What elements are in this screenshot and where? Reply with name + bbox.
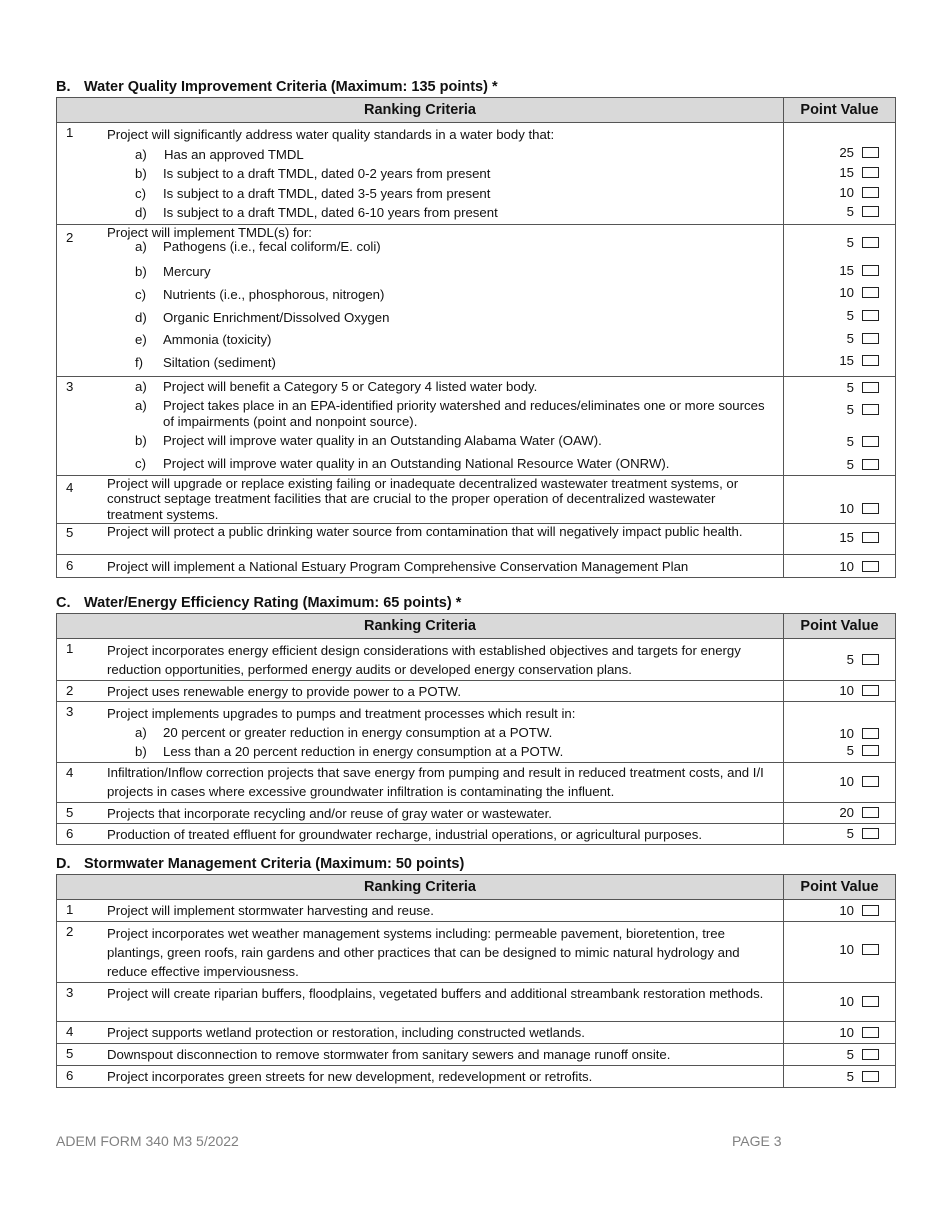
checkbox[interactable] [862,728,879,739]
footer-form-id: ADEM FORM 340 M3 5/2022 [56,1133,239,1149]
header-point-value: Point Value [784,614,896,639]
header-ranking-criteria: Ranking Criteria [57,98,784,123]
checkbox[interactable] [862,503,879,514]
section-c-table [56,613,896,845]
checkbox[interactable] [862,404,879,415]
checkbox[interactable] [862,382,879,393]
table-row: 4 Project supports wetland protection or restoration, including constructed wetlands. 10 [57,1022,896,1044]
checkbox[interactable] [862,187,879,198]
checkbox[interactable] [862,265,879,276]
checkbox[interactable] [862,310,879,321]
checkbox[interactable] [862,745,879,756]
checkbox[interactable] [862,905,879,916]
table-row: 4 Infiltration/Inflow correction projects that save energy from pumping and result in reduced treatment costs, and I/I projects in cases where excessive groundwater infiltration is contaminating the influent. 10 [57,763,896,803]
checkbox[interactable] [862,776,879,787]
table-row: 3 a) Project will benefit a Category 5 or Category 4 listed water body. a) Project takes place in an EPA-identified priority watershed and reduces/eliminates one or more sources of impairments (point and nonpoint source). b) Project will improve water quality in an Outstanding Alabama Water (OAW). c) Project will improve water quality in an Outstanding National Resource Water (ONRW). 5 5 5 5 [57,376,896,475]
table-row: 2 Project uses renewable energy to provide power to a POTW. 10 [57,681,896,702]
header-point-value: Point Value [784,875,896,900]
table-row: 6 Project will implement a National Estuary Program Comprehensive Conservation Management Plan 10 [57,555,896,578]
checkbox[interactable] [862,996,879,1007]
section-b-table [56,97,896,578]
footer-page-number: PAGE 3 [732,1133,782,1149]
section-c-title: C. Water/Energy Efficiency Rating (Maximum: 65 points) * [56,595,462,611]
checkbox[interactable] [862,807,879,818]
checkbox[interactable] [862,333,879,344]
checkbox[interactable] [862,532,879,543]
checkbox[interactable] [862,1027,879,1038]
checkbox[interactable] [862,828,879,839]
table-row: 5 Project will protect a public drinking water source from contamination that will negatively impact public health. 15 [57,524,896,555]
table-row: 2 Project will implement TMDL(s) for: a) Pathogens (i.e., fecal coliform/E. coli) b) Mercury c) Nutrients (i.e., phosphorous, nitrogen) d) Organic Enrichment/Dissolved Oxygen e) Ammonia (toxicity) f) Siltation (sediment) 5 15 10 5 5 15 [57,224,896,376]
table-row: 5 Downspout disconnection to remove stormwater from sanitary sewers and manage runoff onsite. 5 [57,1044,896,1066]
table-row: 6 Production of treated effluent for groundwater recharge, industrial operations, or agricultural purposes. 5 [57,824,896,845]
header-point-value: Point Value [784,98,896,123]
checkbox[interactable] [862,147,879,158]
checkbox[interactable] [862,685,879,696]
header-ranking-criteria: Ranking Criteria [57,614,784,639]
checkbox[interactable] [862,237,879,248]
table-row: 1 Project incorporates energy efficient design considerations with established objectives and targets for energy reduction opportunities, performed energy audits or developed energy conservation plans. 5 [57,639,896,681]
section-b-title: B. Water Quality Improvement Criteria (Maximum: 135 points) * [56,79,498,95]
checkbox[interactable] [862,436,879,447]
checkbox[interactable] [862,206,879,217]
table-row: 1 Project will significantly address water quality standards in a water body that: a) Has an approved TMDL b) Is subject to a draft TMDL, dated 0-2 years from present c) Is subject to a draft TMDL, dated 3-5 years from present d) Is subject to a draft TMDL, dated 6-10 years from present 25 15 10 5 [57,123,896,225]
table-row: 3 Project implements upgrades to pumps and treatment processes which result in: a) 20 percent or greater reduction in energy consumption at a POTW. b) Less than a 20 percent reduction in energy consumption at a POTW. 10 5 [57,702,896,763]
checkbox[interactable] [862,561,879,572]
table-row: 3 Project will create riparian buffers, floodplains, vegetated buffers and additional streambank restoration methods. 10 [57,983,896,1022]
checkbox[interactable] [862,287,879,298]
table-row: 2 Project incorporates wet weather management systems including: permeable pavement, bioretention, tree plantings, green roofs, rain gardens and other practices that can be designed to mimic natural hydrology and reduce effective imperviousness. 10 [57,922,896,983]
checkbox[interactable] [862,355,879,366]
checkbox[interactable] [862,459,879,470]
table-row: 5 Projects that incorporate recycling and/or reuse of gray water or wastewater. 20 [57,803,896,824]
checkbox[interactable] [862,654,879,665]
section-d-table [56,874,896,1088]
checkbox[interactable] [862,1049,879,1060]
section-d-title: D. Stormwater Management Criteria (Maximum: 50 points) [56,856,465,872]
header-ranking-criteria: Ranking Criteria [57,875,784,900]
table-row: 4 Project will upgrade or replace existing failing or inadequate decentralized wastewater treatment systems, or construct septage treatment facilities that are crucial to the proper operation of decentralized wastewater treatment systems. 10 [57,475,896,524]
checkbox[interactable] [862,1071,879,1082]
table-row: 1 Project will implement stormwater harvesting and reuse. 10 [57,900,896,922]
checkbox[interactable] [862,167,879,178]
checkbox[interactable] [862,944,879,955]
table-row: 6 Project incorporates green streets for new development, redevelopment or retrofits. 5 [57,1066,896,1088]
